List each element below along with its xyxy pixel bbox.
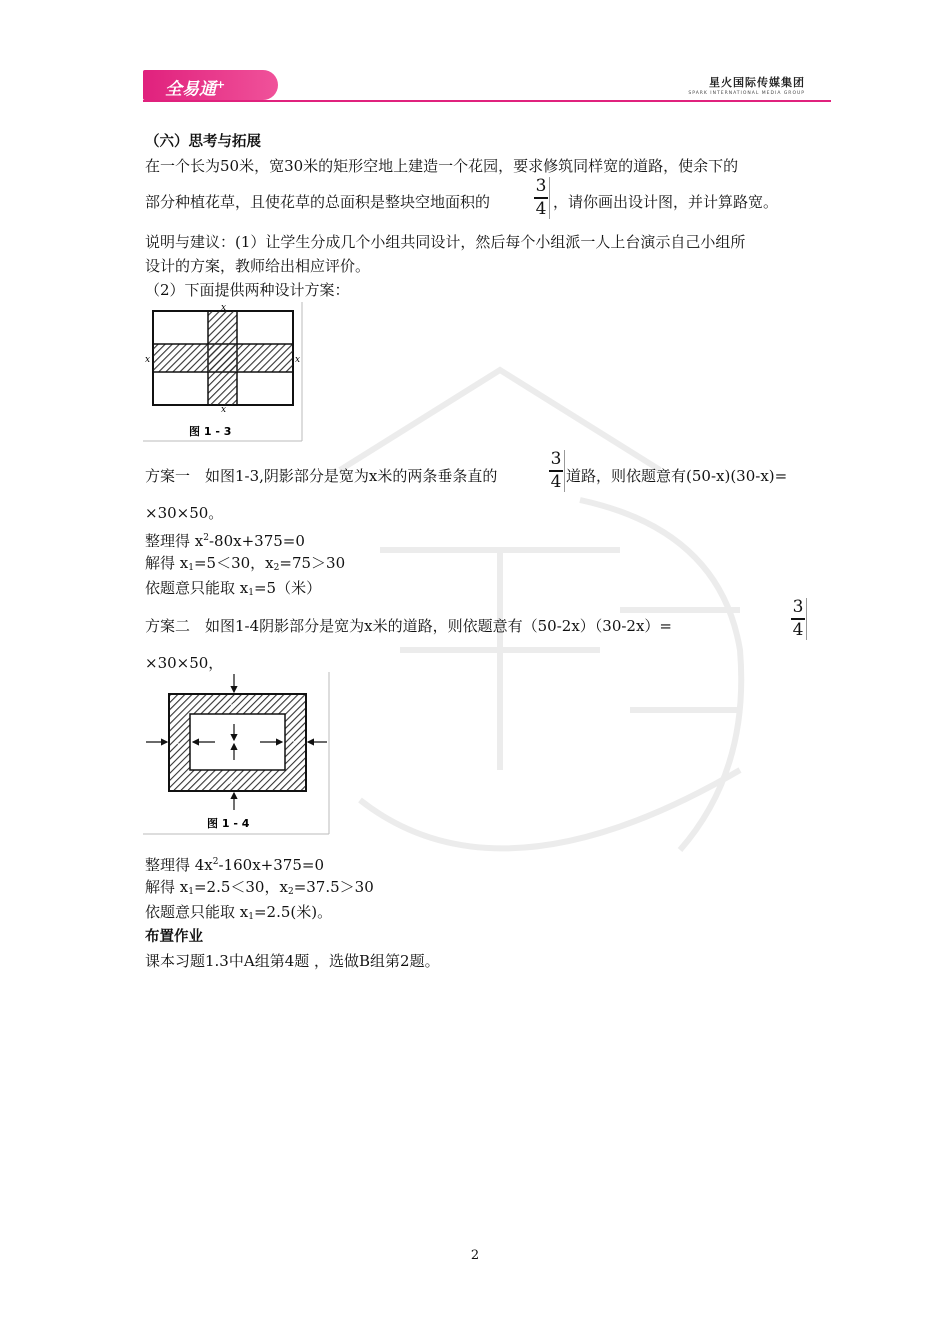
company-name	[688, 74, 805, 96]
plan1-step-1: 整理得 $x^2-80x+375=0$	[145, 532, 305, 550]
figure-1-4-label-right: x	[292, 738, 298, 748]
plan1-step-2: 解得 $x_1=5<30$，$x_2=75>30$	[145, 554, 346, 573]
page-number: 2	[470, 1248, 480, 1263]
figure-1-4	[143, 672, 331, 836]
fraction-denominator: 4	[550, 471, 562, 492]
problem-line-2a: 部分种植花草，且使花草的总面积是整块空地面积的	[145, 193, 491, 211]
figure-1-3-label-right: x	[295, 355, 301, 365]
suggestion-line-1: 说明与建议：(1）让学生分成几个小组共同设计，然后每个小组派一人上台演示自己小组所	[145, 233, 746, 251]
company-name-en: SPARK INTERNATIONAL MEDIA GROUP	[688, 91, 805, 96]
figure-1-3	[143, 302, 303, 442]
fraction-denominator: 4	[792, 619, 804, 640]
problem-fraction	[533, 177, 550, 219]
suggestion-line-3: （2）下面提供两种设计方案：	[145, 281, 350, 299]
problem-line-1: 在一个长为50米，宽30米的矩形空地上建造一个花园，要求修筑同样宽的道路，使余下的	[145, 157, 739, 175]
plan1-line-2: ×30×50。	[145, 504, 224, 522]
fraction-denominator: 4	[535, 198, 547, 219]
homework-text: 课本习题1.3中A组第4题 ，选做B组第2题。	[145, 952, 440, 970]
problem-line-2b: ，请你画出设计图，并计算路宽。	[553, 193, 779, 211]
plan2-fraction	[790, 598, 807, 640]
section-title: （六）思考与拓展	[145, 134, 261, 150]
plan1-line-1a: 方案一 如图1-3,阴影部分是宽为x米的两条垂条直的	[145, 467, 498, 485]
company-name-cn: 星火国际传媒集团	[709, 76, 805, 89]
figure-1-4-label-left: x	[175, 738, 181, 748]
brand-logo-text: 全易通	[165, 79, 216, 100]
figure-1-3-caption: 图 1 - 3	[189, 425, 232, 438]
figure-1-4-label-bottom: x	[229, 777, 235, 787]
plan2-line-1: 方案二 如图1-4阴影部分是宽为x米的道路，则依题意有（50-2x）（30-2x）=	[145, 617, 673, 635]
plan1-fraction	[548, 450, 565, 492]
fraction-numerator: 3	[550, 449, 562, 469]
homework-title: 布置作业	[145, 929, 203, 945]
header-divider	[143, 100, 831, 102]
fraction-numerator: 3	[535, 176, 547, 196]
plan1-line-1b: 道路，则依题意有(50-x)(30-x)=	[566, 467, 788, 485]
figure-1-3-label-left: x	[145, 355, 151, 365]
plan2-line-2: ×30×50，	[145, 654, 224, 672]
plan2-step-3: 依题意只能取 $x_1=2.5$(米)。	[145, 903, 333, 922]
plan2-step-2: 解得 $x_1=2.5<30$，$x_2=37.5>30$	[145, 878, 374, 897]
suggestion-line-2: 设计的方案，教师给出相应评价。	[145, 257, 371, 275]
watermark-logo	[300, 350, 800, 950]
figure-1-4-caption: 图 1 - 4	[207, 817, 250, 830]
plan1-step-3: 依题意只能取 $x_1=5$（米）	[145, 579, 322, 598]
figure-1-3-label-bottom: x	[221, 405, 227, 415]
brand-logo-star: +	[216, 78, 226, 91]
brand-logo	[143, 70, 278, 100]
fraction-numerator: 3	[792, 597, 804, 617]
figure-1-3-label-top: x	[221, 303, 227, 313]
plan2-step-1: 整理得 $4x^2-160x+375=0$	[145, 856, 324, 874]
figure-1-4-label-top: x	[229, 701, 235, 711]
